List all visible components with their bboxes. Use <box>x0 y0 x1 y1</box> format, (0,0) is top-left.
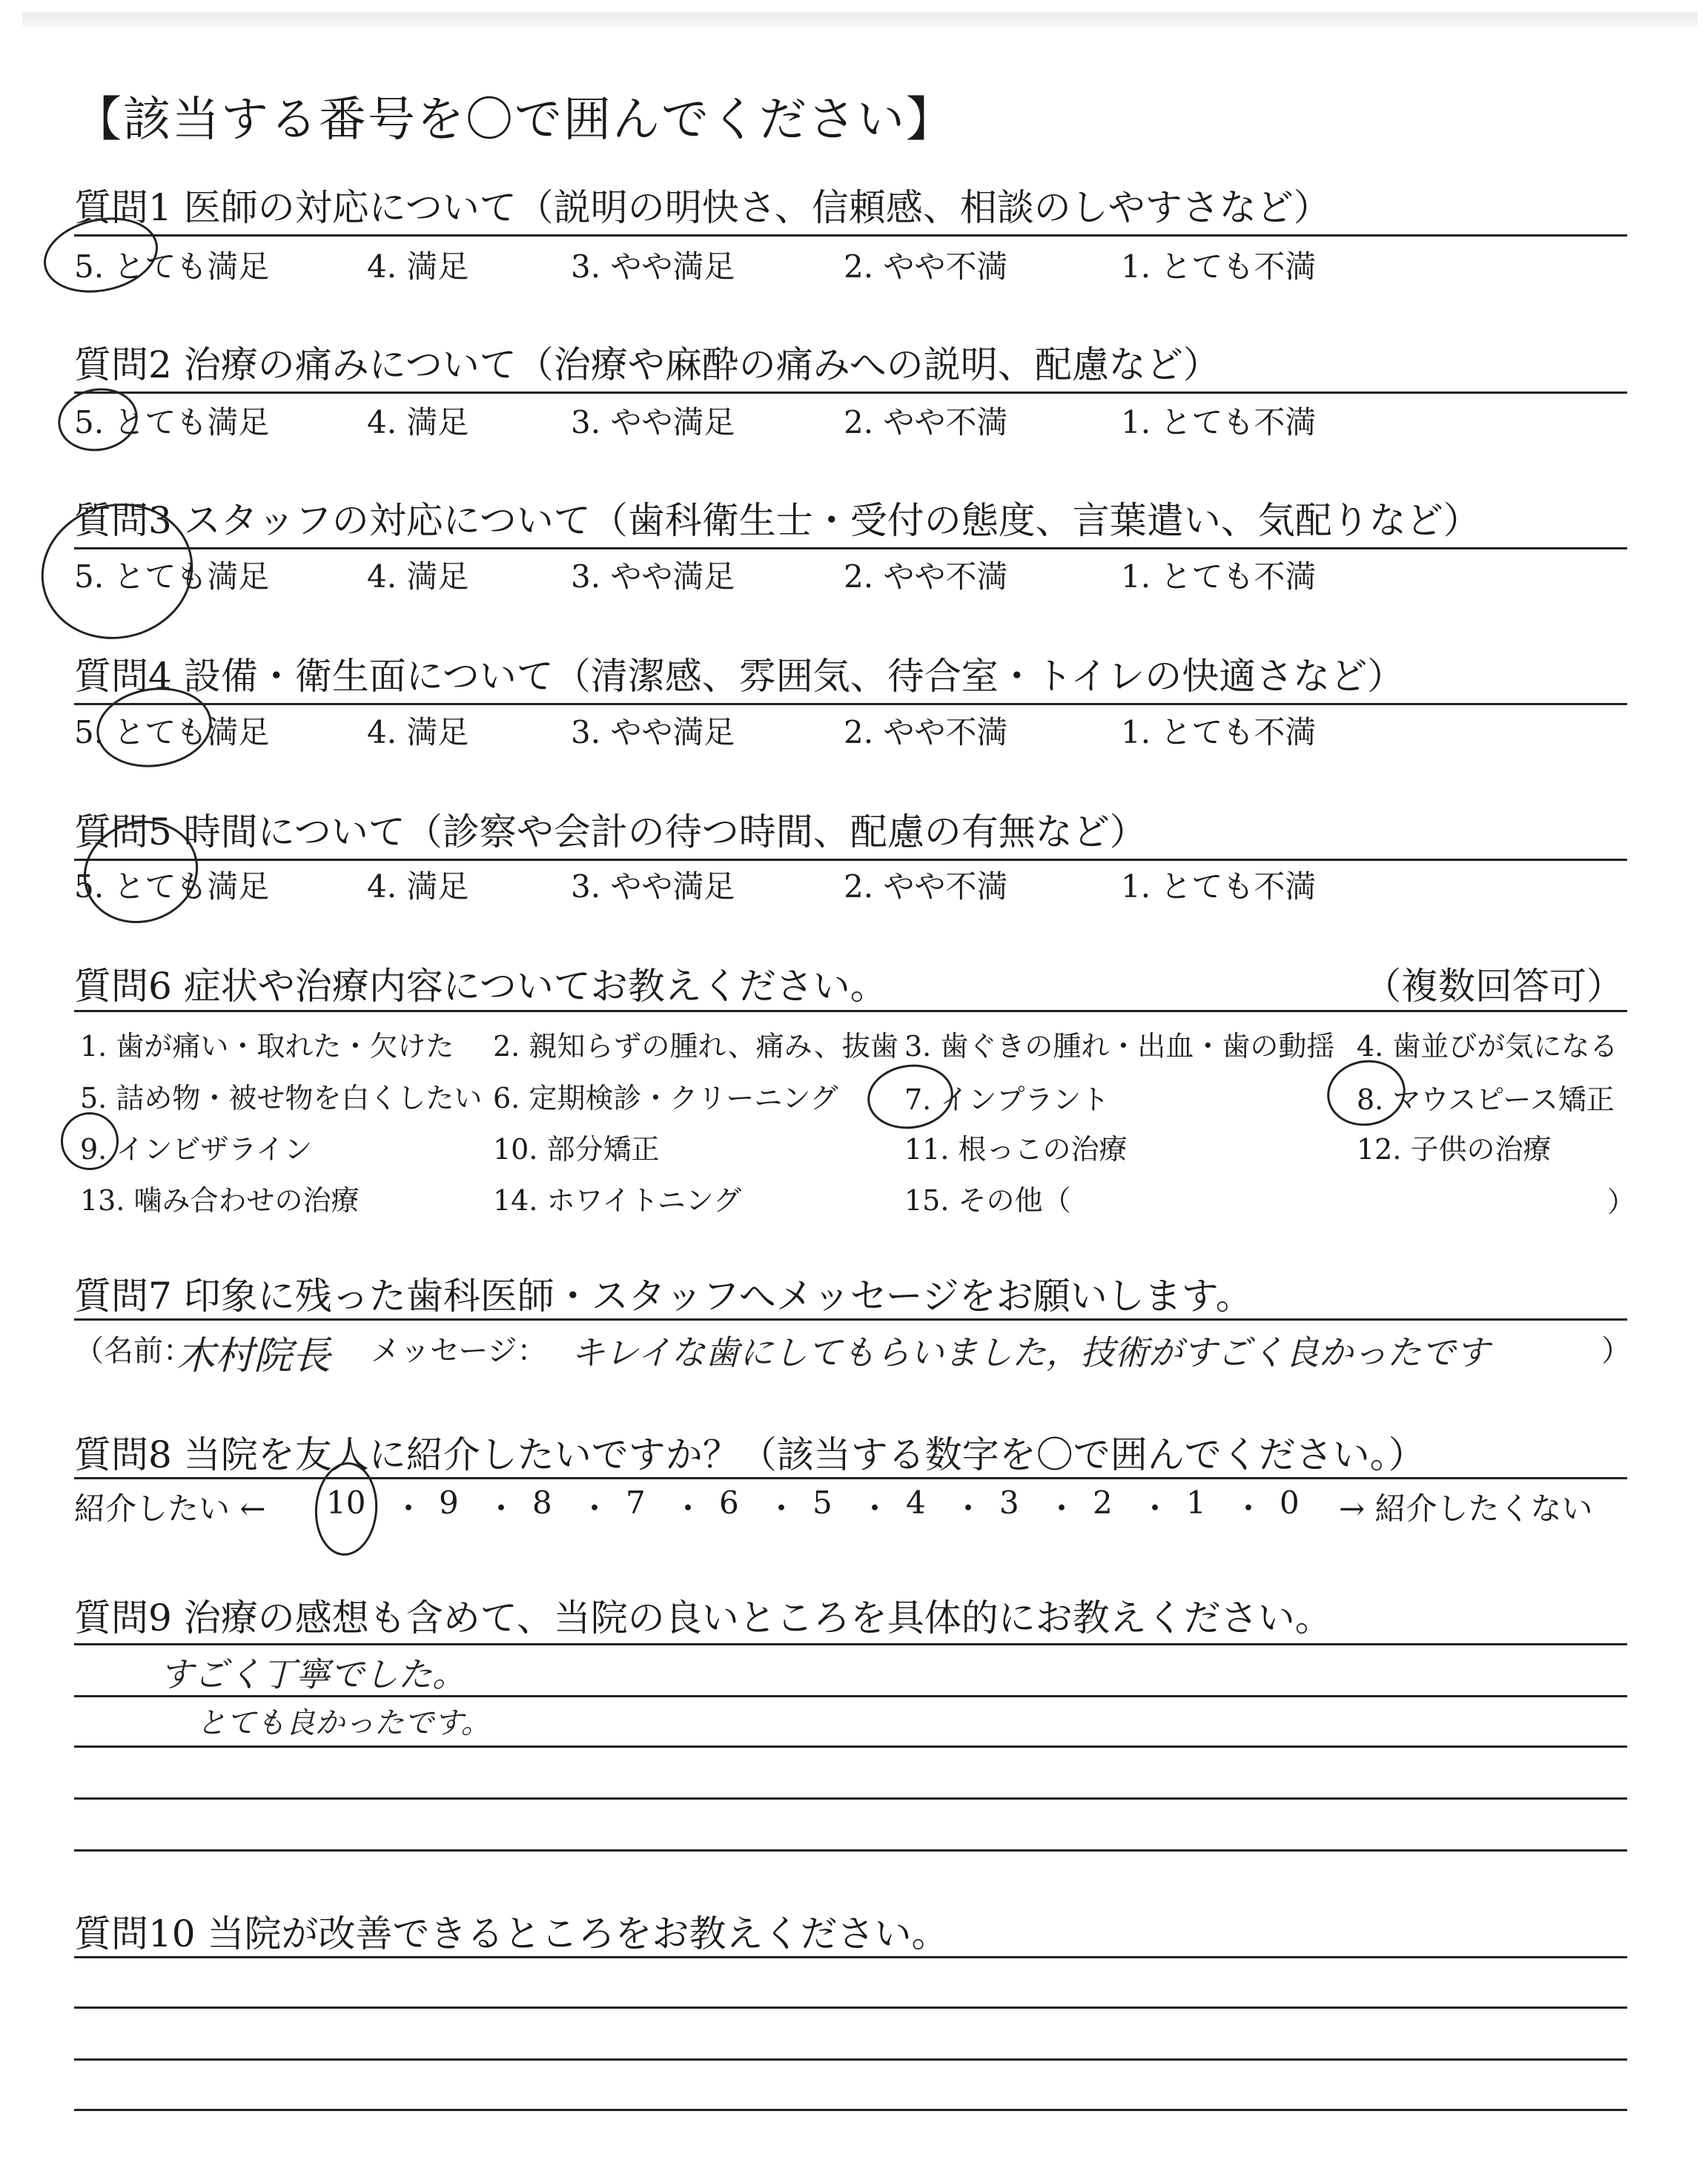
question-10: 質問10 当院が改善できるところをお教えください。 <box>74 1912 949 1955</box>
q8-number-3[interactable]: 3 <box>999 1484 1019 1521</box>
q2-option-5[interactable]: 5. とても満足 <box>74 404 270 440</box>
q6-option-1[interactable]: 1. 歯が痛い・取れた・欠けた <box>80 1030 454 1063</box>
question-2-rule <box>74 392 1627 394</box>
q10-answer-line <box>74 2058 1627 2061</box>
q8-number-5[interactable]: 5 <box>812 1484 833 1521</box>
question-1: 質問1 医師の対応について（説明の明快さ、信頼感、相談のしやすさなど） <box>74 186 1331 229</box>
question-9: 質問9 治療の感想も含めて、当院の良いところを具体的にお教えください。 <box>74 1596 1332 1639</box>
question-3-rule <box>74 547 1627 549</box>
q9-answer-line-1[interactable]: すごく丁寧でした。 <box>159 1654 466 1694</box>
q8-dot: ・ <box>486 1490 517 1527</box>
q9-answer-line-2[interactable]: とても良かったです。 <box>196 1706 491 1740</box>
q8-number-0[interactable]: 0 <box>1280 1484 1300 1521</box>
q6-option-4[interactable]: 4. 歯並びが気になる <box>1357 1030 1618 1063</box>
question-5: 質問5 時間について（診察や会計の待つ時間、配慮の有無など） <box>74 810 1147 853</box>
q3-option-5[interactable]: 5. とても満足 <box>74 558 270 595</box>
q10-answer-line <box>74 2109 1627 2111</box>
q6-option-5[interactable]: 5. 詰め物・被せ物を白くしたい <box>80 1082 483 1114</box>
question-7: 質問7 印象に残った歯科医師・スタッフへメッセージをお願いします。 <box>74 1275 1253 1318</box>
q8-left-label: 紹介したい ← <box>74 1490 266 1527</box>
q10-answer-line <box>74 2007 1627 2009</box>
q9-answer-line <box>74 1643 1627 1645</box>
question-2: 質問2 治療の痛みについて（治療や麻酔の痛みへの説明、配慮など） <box>74 343 1220 386</box>
q8-number-2[interactable]: 2 <box>1093 1484 1113 1521</box>
q8-dot: ・ <box>1233 1490 1265 1527</box>
q8-number-4[interactable]: 4 <box>906 1484 926 1521</box>
q6-other-close-paren: ） <box>1607 1186 1636 1218</box>
q2-option-2[interactable]: 2. やや不満 <box>844 404 1008 440</box>
q8-dot: ・ <box>859 1490 891 1527</box>
q6-option-11[interactable]: 11. 根っこの治療 <box>904 1133 1128 1166</box>
q4-option-5[interactable]: 5. とても満足 <box>74 714 270 750</box>
question-6: 質問6 症状や治療内容についてお教えください。 <box>74 965 887 1008</box>
q8-right-label: → 紹介したくない <box>1339 1490 1593 1527</box>
q1-option-4[interactable]: 4. 満足 <box>367 248 469 285</box>
q7-name-label: （名前： <box>74 1334 193 1368</box>
q8-dot: ・ <box>766 1490 798 1527</box>
q1-option-5[interactable]: 5. とても満足 <box>74 248 270 285</box>
q6-selection-circle-7 <box>864 1059 958 1134</box>
q4-option-2[interactable]: 2. やや不満 <box>844 714 1008 750</box>
q6-option-8[interactable]: 8. マウスピース矯正 <box>1357 1083 1615 1116</box>
q9-answer-line <box>74 1849 1627 1852</box>
q6-option-10[interactable]: 10. 部分矯正 <box>493 1133 660 1166</box>
q6-option-9[interactable]: 9. インビザライン <box>80 1133 313 1166</box>
q8-dot: ・ <box>1139 1490 1171 1527</box>
q7-message-value[interactable]: キレイな歯にしてもらいました，技術がすごく良かったです <box>571 1332 1490 1373</box>
question-7-rule <box>74 1318 1627 1321</box>
q6-option-6[interactable]: 6. 定期検診・クリーニング <box>493 1082 838 1114</box>
q6-option-2[interactable]: 2. 親知らずの腫れ、痛み、抜歯 <box>493 1030 898 1063</box>
q1-option-2[interactable]: 2. やや不満 <box>844 248 1008 285</box>
question-4-rule <box>74 703 1627 705</box>
q6-selection-circle-8 <box>1322 1054 1411 1132</box>
q4-option-4[interactable]: 4. 満足 <box>367 714 469 750</box>
q10-answer-line <box>74 1956 1627 1958</box>
q6-option-3[interactable]: 3. 歯ぐきの腫れ・出血・歯の動揺 <box>904 1030 1335 1063</box>
q6-option-13[interactable]: 13. 噛み合わせの治療 <box>80 1184 360 1217</box>
q3-option-4[interactable]: 4. 満足 <box>367 558 469 595</box>
q5-option-2[interactable]: 2. やや不満 <box>844 868 1008 905</box>
q8-dot: ・ <box>1046 1490 1078 1527</box>
q8-number-7[interactable]: 7 <box>626 1484 646 1521</box>
q1-option-3[interactable]: 3. やや満足 <box>571 248 735 285</box>
q6-option-12[interactable]: 12. 子供の治療 <box>1357 1133 1552 1166</box>
q8-number-10[interactable]: 10 <box>326 1484 366 1521</box>
q4-option-1[interactable]: 1. とても不満 <box>1121 714 1317 750</box>
q9-answer-line <box>74 1797 1627 1800</box>
q8-number-8[interactable]: 8 <box>532 1484 552 1521</box>
question-4: 質問4 設備・衛生面について（清潔感、雰囲気、待合室・トイレの快適さなど） <box>74 655 1405 698</box>
q5-option-5[interactable]: 5. とても満足 <box>74 868 270 905</box>
question-3: 質問3 スタッフの対応について（歯科衛生士・受付の態度、言葉遣い、気配りなど） <box>74 499 1480 542</box>
q8-dot: ・ <box>579 1490 611 1527</box>
q7-name-value[interactable]: 木村院長 <box>176 1334 331 1378</box>
q5-option-4[interactable]: 4. 満足 <box>367 868 469 905</box>
q2-option-1[interactable]: 1. とても不満 <box>1121 404 1317 440</box>
q9-answer-line <box>74 1745 1627 1748</box>
q4-option-3[interactable]: 3. やや満足 <box>571 714 735 750</box>
q8-number-1[interactable]: 1 <box>1186 1484 1206 1521</box>
question-5-rule <box>74 859 1627 861</box>
question-8-rule <box>74 1477 1627 1479</box>
q8-dot: ・ <box>393 1490 425 1527</box>
q6-option-7[interactable]: 7. インプラント <box>904 1083 1110 1116</box>
q2-option-3[interactable]: 3. やや満足 <box>571 404 735 440</box>
q8-number-9[interactable]: 9 <box>439 1484 459 1521</box>
q2-option-4[interactable]: 4. 満足 <box>367 404 469 440</box>
q7-message-label: メッセージ： <box>371 1334 547 1368</box>
q3-option-3[interactable]: 3. やや満足 <box>571 558 735 595</box>
q8-dot: ・ <box>953 1490 984 1527</box>
scan-top-edge <box>22 12 1698 27</box>
q8-dot: ・ <box>672 1490 704 1527</box>
q3-option-1[interactable]: 1. とても不満 <box>1121 558 1317 595</box>
q5-option-3[interactable]: 3. やや満足 <box>571 868 735 905</box>
question-6-rule <box>74 1010 1627 1012</box>
q6-option-15[interactable]: 15. その他（ <box>904 1184 1071 1217</box>
q7-close-paren: ） <box>1601 1334 1631 1368</box>
question-8: 質問8 当院を友人に紹介したいですか？（該当する数字を〇で囲んでください。） <box>74 1433 1426 1476</box>
q6-option-14[interactable]: 14. ホワイトニング <box>493 1184 742 1217</box>
form-title: 【該当する番号を〇で囲んでください】 <box>74 93 955 148</box>
q5-option-1[interactable]: 1. とても不満 <box>1121 868 1317 905</box>
q8-number-6[interactable]: 6 <box>719 1484 739 1521</box>
q3-option-2[interactable]: 2. やや不満 <box>844 558 1008 595</box>
question-1-rule <box>74 234 1627 237</box>
q1-option-1[interactable]: 1. とても不満 <box>1121 248 1317 285</box>
q6-selection-circle-9 <box>61 1112 119 1170</box>
question-6-note: （複数回答可） <box>1364 965 1623 1008</box>
